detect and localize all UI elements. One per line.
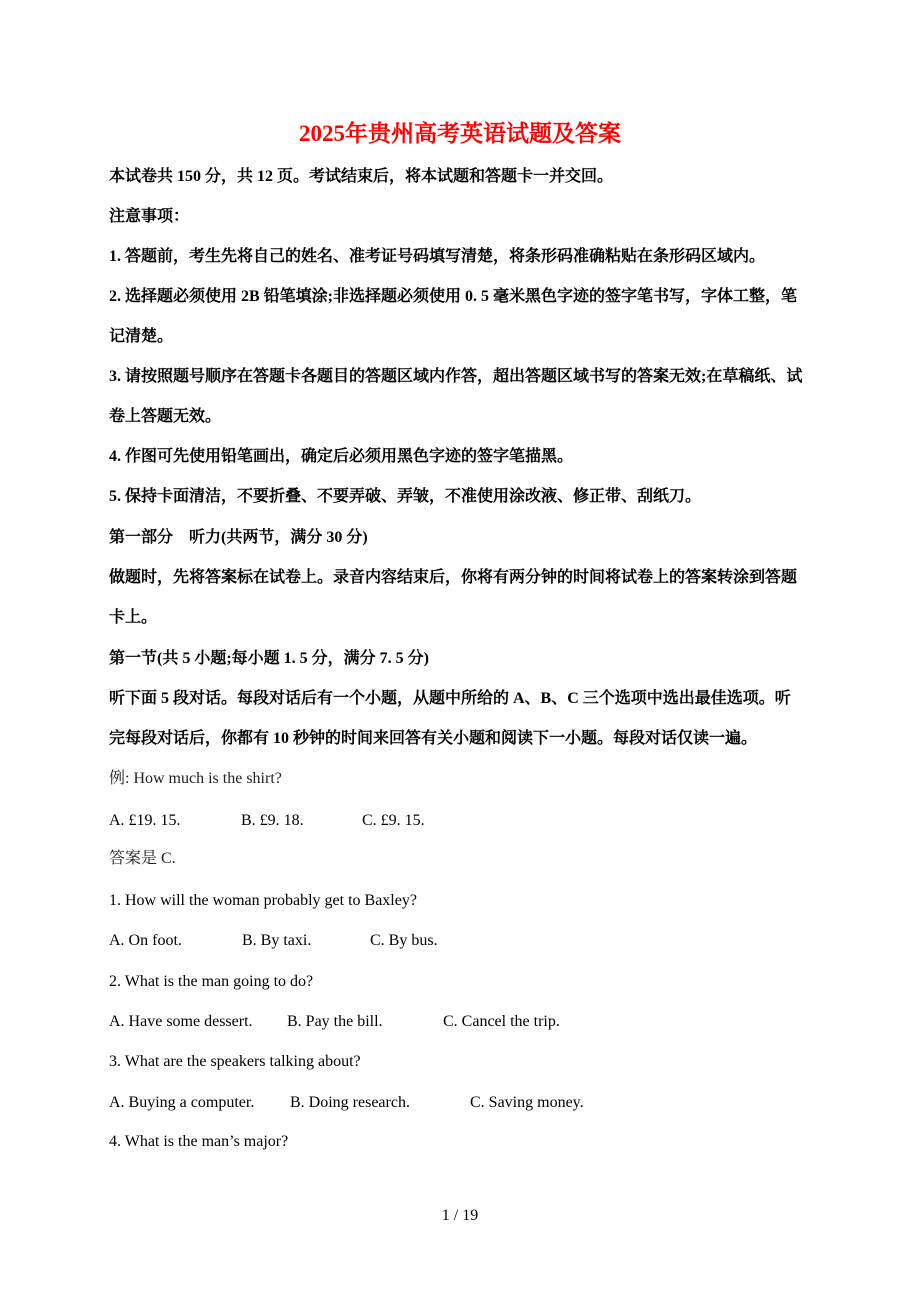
notice-2-cont: 记清楚。 <box>109 328 174 345</box>
q1-option-c: C. By bus. <box>370 932 438 949</box>
part1-instructions: 做题时，先将答案标在试卷上。录音内容结束后，你将有两分钟的时间将试卷上的答案转涂到答题 <box>109 569 798 586</box>
notice-5: 5. 保持卡面清洁，不要折叠、不要弄破、弄皱，不准使用涂改液、修正带、刮纸刀。 <box>109 488 702 505</box>
example-question: 例: How much is the shirt? <box>109 770 282 787</box>
notice-heading: 注意事项： <box>109 208 190 225</box>
notice-3-cont: 卷上答题无效。 <box>109 408 222 425</box>
q3-option-c: C. Saving money. <box>470 1094 584 1111</box>
example-option-a: A. £19. 15. <box>109 812 181 829</box>
q1-option-b: B. By taxi. <box>242 932 312 949</box>
example-option-b: B. £9. 18. <box>241 812 304 829</box>
section1-heading: 第一节(共 5 小题;每小题 1. 5 分，满分 7. 5 分) <box>109 650 429 667</box>
section1-instructions-cont: 完每段对话后，你都有 10 秒钟的时间来回答有关小题和阅读下一小题。每段对话仅读一遍。 <box>109 730 758 747</box>
q3-option-a: A. Buying a computer. <box>109 1094 255 1111</box>
section1-instructions: 听下面 5 段对话。每段对话后有一个小题，从题中所给的 A、B、C 三个选项中选出最佳选项。听 <box>109 690 791 707</box>
document-title: 2025年贵州高考英语试题及答案 <box>299 121 621 146</box>
question-2: 2. What is the man going to do? <box>109 973 314 990</box>
notice-4: 4. 作图可先使用铅笔画出，确定后必须用黑色字迹的签字笔描黑。 <box>109 448 574 465</box>
notice-3: 3. 请按照题号顺序在答题卡各题目的答题区域内作答，超出答题区域书写的答案无效;在草稿纸、试 <box>109 368 803 385</box>
page-number: 1 / 19 <box>441 1207 479 1224</box>
notice-1: 1. 答题前，考生先将自己的姓名、准考证号码填写清楚，将条形码准确粘贴在条形码区域内。 <box>109 248 766 265</box>
q2-option-a: A. Have some dessert. <box>109 1013 253 1030</box>
example-answer: 答案是 C. <box>109 850 176 867</box>
q2-option-b: B. Pay the bill. <box>287 1013 383 1030</box>
question-3: 3. What are the speakers talking about? <box>109 1053 361 1070</box>
example-option-c: C. £9. 15. <box>362 812 425 829</box>
question-4: 4. What is the man’s major? <box>109 1133 289 1150</box>
notice-2: 2. 选择题必须使用 2B 铅笔填涂;非选择题必须使用 0. 5 毫米黑色字迹的签字笔书写，字体工整，笔 <box>109 288 798 305</box>
q3-option-b: B. Doing research. <box>290 1094 410 1111</box>
q1-option-a: A. On foot. <box>109 932 182 949</box>
part1-heading: 第一部分 听力(共两节，满分 30 分) <box>109 529 368 546</box>
q2-option-c: C. Cancel the trip. <box>443 1013 560 1030</box>
question-1: 1. How will the woman probably get to Baxley? <box>109 892 417 909</box>
intro-text: 本试卷共 150 分，共 12 页。考试结束后，将本试题和答题卡一并交回。 <box>109 168 614 185</box>
part1-instructions-cont: 卡上。 <box>109 609 158 626</box>
